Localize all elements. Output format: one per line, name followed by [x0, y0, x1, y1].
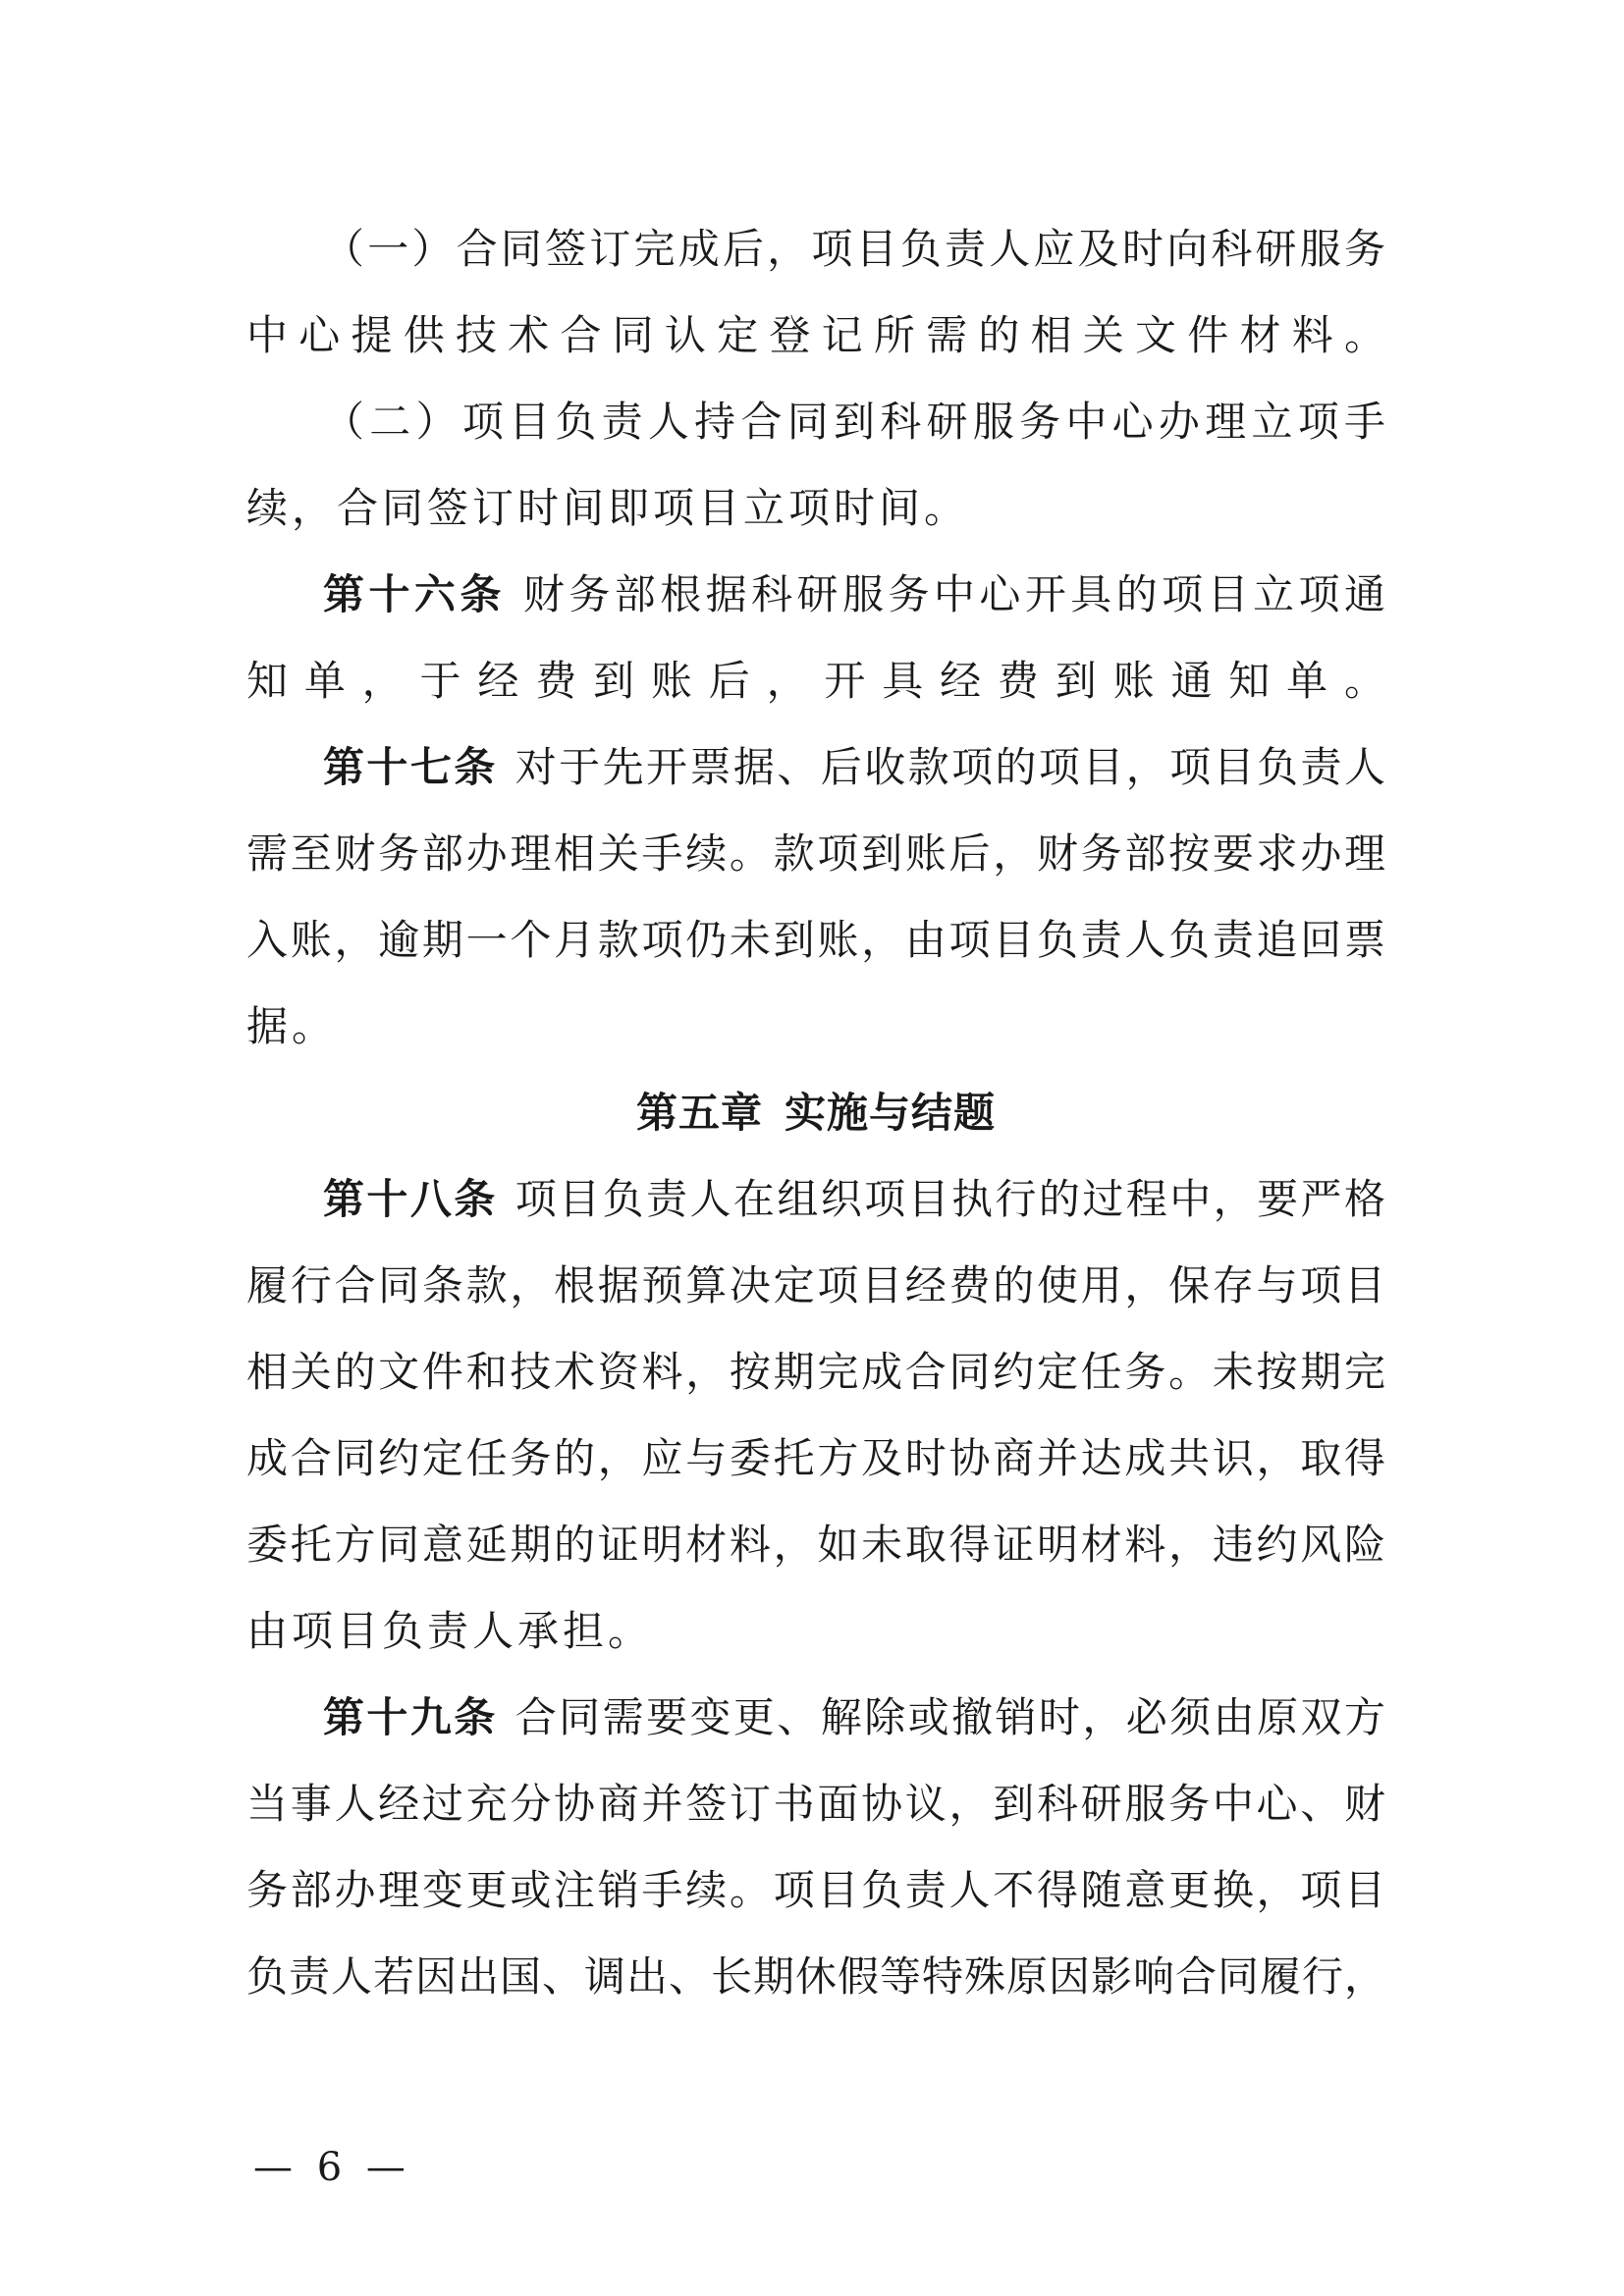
line-text: 务部办理变更或注销手续。项目负责人不得随意更换，项目 [246, 1866, 1385, 1914]
line-text: 需至财务部办理相关手续。款项到账后，财务部按要求办理 [246, 829, 1385, 878]
chapter-number: 第五章 [635, 1089, 763, 1137]
line-text: 中心提供技术合同认定登记所需的相关文件材料。 [246, 311, 1385, 359]
paragraph-line [246, 897, 1385, 984]
line-text: 入账，逾期一个月款项仍未到账，由项目负责人负责追回票 [246, 916, 1385, 964]
paragraph-line [246, 293, 1385, 379]
line-text: 合同需要变更、解除或撤销时，必须由原双方 [514, 1693, 1385, 1741]
paragraph-line [246, 1934, 1385, 2020]
chapter-heading [246, 1070, 1385, 1156]
article-paragraph-line [246, 1675, 1385, 1761]
article-number: 第十八条 [323, 1175, 498, 1223]
line-text: 负责人若因出国、调出、长期休假等特殊原因影响合同履行， [246, 1952, 1385, 2001]
line-text: 由项目负责人承担。 [246, 1607, 654, 1655]
paragraph-line [246, 379, 1385, 465]
paragraph-line [246, 1415, 1385, 1502]
article-number: 第十七条 [323, 743, 498, 791]
page-number: — 6 — [253, 2145, 411, 2190]
article-number: 第十九条 [323, 1693, 498, 1741]
paragraph-line [246, 638, 1385, 724]
line-text: （二）项目负责人持合同到科研服务中心办理立项手 [323, 398, 1385, 446]
line-text: 相关的文件和技术资料，按期完成合同约定任务。未按期完 [246, 1348, 1385, 1396]
paragraph-line [246, 811, 1385, 897]
line-text: 知单，于经费到账后，开具经费到账通知单。 [246, 657, 1385, 705]
line-text: 项目负责人在组织项目执行的过程中，要严格 [514, 1175, 1385, 1223]
article-paragraph-line [246, 724, 1385, 811]
paragraph-line [246, 1243, 1385, 1329]
paragraph-line [246, 206, 1385, 293]
paragraph-line [246, 1761, 1385, 1847]
article-paragraph-line [246, 552, 1385, 638]
line-text: （一）合同签订完成后，项目负责人应及时向科研服务 [323, 225, 1385, 273]
paragraph-line [246, 1502, 1385, 1588]
paragraph-line [246, 1847, 1385, 1934]
line-text: 财务部根据科研服务中心开具的项目立项通 [522, 570, 1385, 618]
article-number: 第十六条 [323, 570, 506, 618]
document-body [246, 206, 1385, 2020]
paragraph-line [246, 465, 1385, 552]
line-text: 成合同约定任务的，应与委托方及时协商并达成共识，取得 [246, 1434, 1385, 1482]
line-text: 委托方同意延期的证明材料，如未取得证明材料，违约风险 [246, 1521, 1385, 1569]
chapter-title: 实施与结题 [785, 1089, 997, 1137]
line-text: 对于先开票据、后收款项的项目，项目负责人 [514, 743, 1385, 791]
line-text: 续，合同签订时间即项目立项时间。 [246, 484, 970, 532]
paragraph-line [246, 1329, 1385, 1415]
paragraph-line [246, 1588, 1385, 1675]
line-text: 当事人经过充分协商并签订书面协议，到科研服务中心、财 [246, 1780, 1385, 1828]
line-text: 履行合同条款，根据预算决定项目经费的使用，保存与项目 [246, 1261, 1385, 1309]
article-paragraph-line [246, 1156, 1385, 1243]
line-text: 据。 [246, 1002, 338, 1050]
paragraph-line [246, 984, 1385, 1070]
